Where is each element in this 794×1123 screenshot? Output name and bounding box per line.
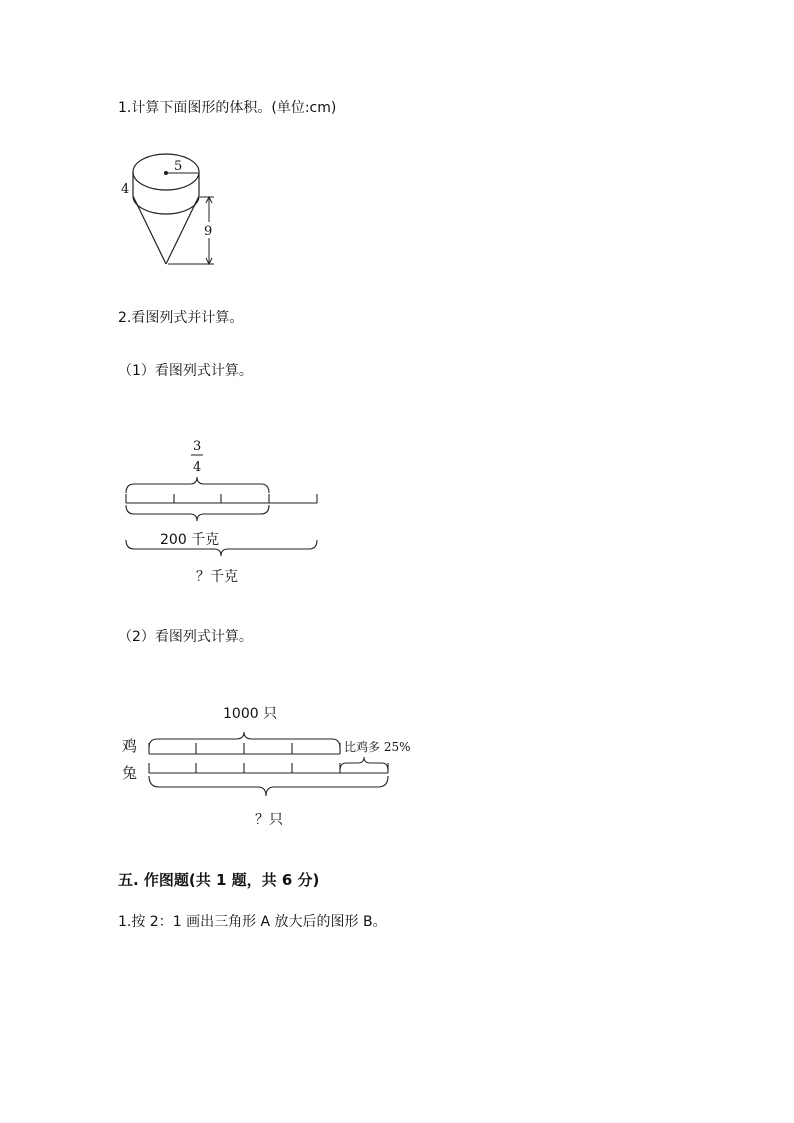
part-1-text: （1）看图列式计算。: [118, 363, 253, 379]
question-2-text: 2.看图列式并计算。: [118, 310, 244, 326]
radius-label: 5: [174, 159, 183, 174]
cone-height-label: 9: [204, 224, 213, 239]
height-label: 4: [121, 182, 130, 197]
rabbit-total-label: ？只: [255, 812, 283, 828]
fraction-numerator: 3: [193, 439, 202, 454]
total-label: ？千克: [196, 569, 238, 585]
fraction-denominator: 4: [193, 460, 202, 475]
chicken-label: 鸡: [122, 737, 138, 755]
part-label: 200 千克: [160, 532, 220, 548]
question-5-1-text: 1.按 2：1 画出三角形 A 放大后的图形 B。: [118, 914, 387, 930]
part-2-text: （2）看图列式计算。: [118, 629, 253, 645]
extra-brace: [340, 757, 388, 771]
more-label: 比鸡多 25%: [344, 740, 411, 754]
chicken-total-label: 1000 只: [223, 706, 278, 722]
rabbit-total-brace: [149, 776, 388, 796]
question-1-text: 1.计算下面图形的体积。(单位:cm): [118, 100, 337, 116]
rabbit-label: 兔: [122, 764, 138, 782]
section-5-title: 五. 作图题(共 1 题，共 6 分): [118, 871, 320, 889]
